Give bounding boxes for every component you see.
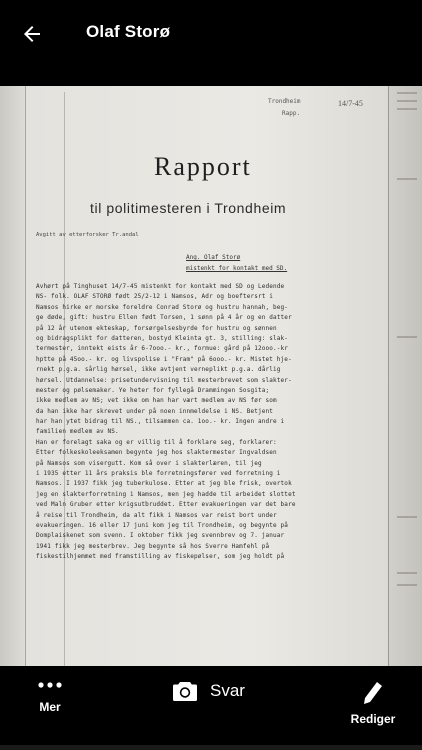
- bottom-action-bar: [0, 666, 422, 750]
- typewritten-report: [36, 86, 392, 666]
- report-body-line: termester, inntekt eists år 6-7ooo.- kr., formue: gård på 12ooo.-kr: [36, 345, 289, 353]
- report-body-line: da han ikke har skrevet under på noen innmeldelse i NS. Betjent: [36, 407, 274, 415]
- date-stamp-place: Trondheim: [268, 98, 301, 105]
- report-body-line: evakueringen. 16 eller 17 juni kom jeg til Trondheim, og begynte på: [36, 521, 289, 529]
- camera-icon: [172, 680, 198, 702]
- report-body-line: Han er forelagt saka og er villig til å forklare seg, forklarer:: [36, 438, 277, 446]
- pencil-icon: [362, 680, 384, 706]
- report-body-line: på 12 år utenom ekteskap, forsørgelsesbyrde for hustru og sønnen: [36, 324, 277, 332]
- report-subject: [186, 252, 287, 274]
- report-body-line: 1941 fikk jeg mesterbrev. Jeg begynte så hos Sverre Hamfehl på: [36, 542, 270, 550]
- sender-title: Olaf Storø: [86, 22, 171, 41]
- report-body-line: i 1935 etter 11 års praksis ble forretningsfører ved forretning i: [36, 470, 281, 478]
- report-body-line: rnekt p.g.a. sårlig hørsel, ikke avtjent verneplikt p.g.a. dårlig: [36, 366, 281, 374]
- report-body-line: Domplaiskenet som svenn. I oktober fikk jeg svennbrev og 7. januar: [36, 532, 285, 540]
- report-body-line: Etter folkeskoleeksamen begynte jeg hos slaktermester Ingvaldsen: [36, 449, 277, 457]
- report-body-line: familien medlem av NS.: [36, 428, 119, 436]
- photo-right-sheet: [388, 86, 422, 666]
- system-nav-strip: [0, 745, 422, 750]
- edit-label: Rediger: [350, 712, 396, 726]
- more-label: Mer: [39, 700, 61, 714]
- document-photo[interactable]: [0, 86, 422, 666]
- reply-button[interactable]: [172, 680, 245, 702]
- report-body: [36, 282, 386, 563]
- photo-left-edge: [0, 86, 26, 666]
- report-body-line: hptte på 45oo.- kr. og livspolise i "Fram" på 6ooo.- kr. Mistet hje-: [36, 355, 292, 363]
- arrow-back-icon: [20, 22, 44, 46]
- report-body-line: på Namsos som visergutt. Kom så over i slakterlæren, til jeg: [36, 459, 262, 467]
- report-body-line: har han ytet bidrag til NS., tilsammen ca. 1oo.- kr. Ingen andre i: [36, 418, 285, 426]
- back-button[interactable]: [14, 16, 50, 52]
- report-body-line: ved Maln Gruber etter krigsutbruddet. Etter evakueringen var det bare: [36, 501, 296, 509]
- report-body-line: ge døde, gift: hustru Ellen født Torsen, 1 sønn på 4 år og en datter: [36, 314, 292, 322]
- report-body-line: mester og pølsemaker. Ye heter for fyllegå Drammingen Sosgita;: [36, 386, 270, 394]
- subject-line-2: mistenkt for kontakt med SD.: [186, 265, 288, 272]
- report-body-line: Avhørt på Tinghuset 14/7-45 mistenkt for kontakt med SD og Ledende: [36, 283, 285, 290]
- report-title: Rapport: [154, 152, 252, 181]
- reply-label: Svar: [210, 681, 245, 700]
- report-body-line: NS- folk. OLAF STORØ født 25/2-12 i Namsos, Adr og boeftersrt i: [36, 293, 274, 301]
- date-stamp-sub: Rapp.: [282, 110, 301, 117]
- top-app-bar: [0, 0, 422, 66]
- report-body-line: Namsos. I 1937 fikk jeg tuberkulose. Etter at jeg ble frisk, overtok: [36, 480, 292, 488]
- report-body-line: hørsel. Utdannelse: prisetundervisning til mesterbrevet som slakter-: [36, 376, 292, 384]
- report-body-line: fiskestilhjemmet med framstilling av fiskepølser, som jeg holdt på: [36, 553, 285, 561]
- report-body-line: jeg en slakterforretning i Namsos, men jeg hadde til arbeidet slottet: [36, 490, 296, 498]
- report-body-line: og bidragsplikt for datteren, bostyd Kleinta gt. 3, stilling: slak-: [36, 334, 289, 342]
- report-body-line: ikke medlem av NS; vet ikke om han har vært medlem av NS før som: [36, 397, 277, 405]
- more-dots-icon: [37, 680, 63, 690]
- report-subtitle: til politimesteren i Trondheim: [90, 200, 287, 216]
- report-body-line: Namsos hirke er morske foreldre Conrad Storø og hustru hannah, beg-: [36, 303, 289, 311]
- edit-button[interactable]: [338, 680, 408, 726]
- subject-line-1: Ang. Olaf Storø: [186, 254, 241, 261]
- report-body-line: å reise til Trondheim, da alt fikk i Namsos var reist bort under: [36, 511, 277, 519]
- date-stamp-value: 14/7-45: [338, 99, 363, 108]
- report-from: Avgitt av etterforsker Tr.andal: [36, 232, 139, 238]
- more-button[interactable]: [22, 680, 78, 714]
